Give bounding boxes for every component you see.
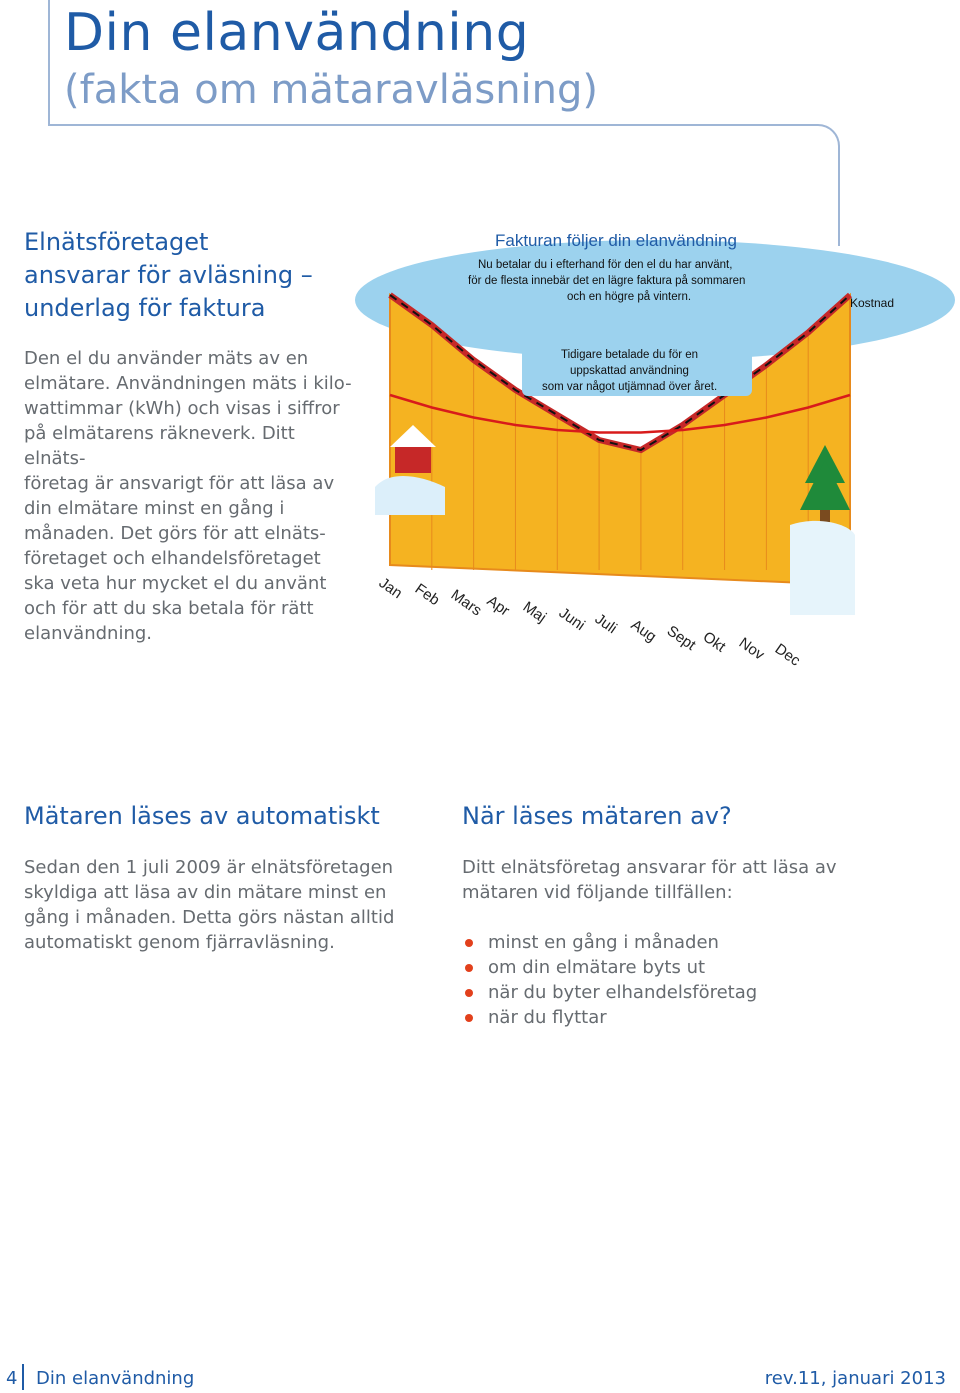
- text-line: företag är ansvarigt för att läsa av: [24, 473, 335, 494]
- text-line: gång i månaden. Detta görs nästan alltid: [24, 907, 395, 928]
- frame-line: [48, 0, 50, 125]
- text-line: automatiskt genom fjärravläsning.: [24, 932, 335, 953]
- y-axis-label: Kostnad: [850, 296, 895, 310]
- bullet-list: [462, 930, 757, 1030]
- list-item: [462, 955, 757, 980]
- section-body: [462, 855, 862, 905]
- footer-separator: [22, 1364, 24, 1390]
- text-line: skyldiga att läsa av din mätare minst en: [24, 882, 387, 903]
- section-body: [24, 855, 424, 955]
- text-line: wattimmar (kWh) och visas i siffror: [24, 398, 340, 419]
- section-heading: [24, 226, 324, 325]
- list-item: [462, 980, 757, 1005]
- month-tick-label: Okt: [699, 628, 729, 656]
- page-number: 4: [6, 1368, 18, 1389]
- annotation-line: Tidigare betalade du för en: [561, 349, 699, 361]
- section-body: [24, 346, 354, 646]
- bullet-icon: [465, 1014, 473, 1022]
- list-item-text: om din elmätare byts ut: [488, 957, 706, 978]
- list-item-text: när du byter elhandelsföretag: [488, 982, 758, 1003]
- annotation-line: uppskattad användning: [570, 365, 689, 377]
- bullet-icon: [465, 964, 473, 972]
- annotation-line: och en högre på vintern.: [567, 291, 692, 303]
- list-item-text: minst en gång i månaden: [488, 932, 719, 953]
- heading-line: ansvarar för avläsning –: [24, 261, 313, 289]
- chart-title: Fakturan följer din elanvändning: [495, 231, 737, 250]
- month-tick-label: Juni: [555, 604, 589, 635]
- revision-note: rev.11, januari 2013: [764, 1368, 946, 1389]
- month-tick-label: Nov: [735, 634, 768, 664]
- text-line: på elmätarens räkneverk. Ditt elnäts-: [24, 423, 295, 469]
- month-tick-label: Jan: [375, 574, 406, 603]
- page-subtitle: (fakta om mätaravläsning): [64, 67, 599, 113]
- list-item: [462, 930, 757, 955]
- annotation-line: för de flesta innebär det en lägre faktura på sommaren: [468, 275, 746, 287]
- month-tick-label: Apr: [483, 592, 513, 620]
- bullet-icon: [465, 939, 473, 947]
- month-tick-label: Maj: [519, 598, 550, 627]
- month-tick-label: Sept: [663, 622, 699, 654]
- text-line: Den el du använder mäts av en: [24, 348, 309, 369]
- text-line: månaden. Det görs för att elnäts-: [24, 523, 326, 544]
- list-item: [462, 1005, 757, 1030]
- section-heading: Mätaren läses av automatiskt: [24, 802, 380, 830]
- heading-line: underlag för faktura: [24, 294, 266, 322]
- footer-title: Din elanvändning: [36, 1368, 195, 1389]
- text-line: elanvändning.: [24, 623, 152, 644]
- heading-line: Elnätsföretaget: [24, 228, 209, 256]
- text-line: Ditt elnätsföretag ansvarar för att läsa av: [462, 857, 837, 878]
- annotation-line: Nu betalar du i efterhand för den el du har använt,: [478, 259, 733, 271]
- month-tick-label: Juli: [591, 610, 620, 638]
- text-line: din elmätare minst en gång i: [24, 498, 285, 519]
- month-tick-label: Aug: [627, 616, 660, 646]
- cost-chart: [350, 225, 960, 675]
- list-item-text: när du flyttar: [488, 1007, 607, 1028]
- text-line: mätaren vid följande tillfällen:: [462, 882, 733, 903]
- text-line: Sedan den 1 juli 2009 är elnätsföretagen: [24, 857, 394, 878]
- annotation-line: som var något utjämnad över året.: [542, 381, 718, 393]
- section-heading: När läses mätaren av?: [462, 802, 732, 830]
- text-line: och för att du ska betala för rätt: [24, 598, 314, 619]
- month-labels: [376, 574, 804, 670]
- page-title: Din elanvändning: [64, 3, 530, 63]
- month-tick-label: Dec: [771, 640, 804, 670]
- month-tick-label: Mars: [447, 586, 485, 620]
- text-line: ska veta hur mycket el du använt: [24, 573, 327, 594]
- text-line: elmätare. Användningen mäts i kilo-: [24, 373, 352, 394]
- bullet-icon: [465, 989, 473, 997]
- text-line: företaget och elhandelsföretaget: [24, 548, 321, 569]
- month-tick-label: Feb: [411, 580, 443, 610]
